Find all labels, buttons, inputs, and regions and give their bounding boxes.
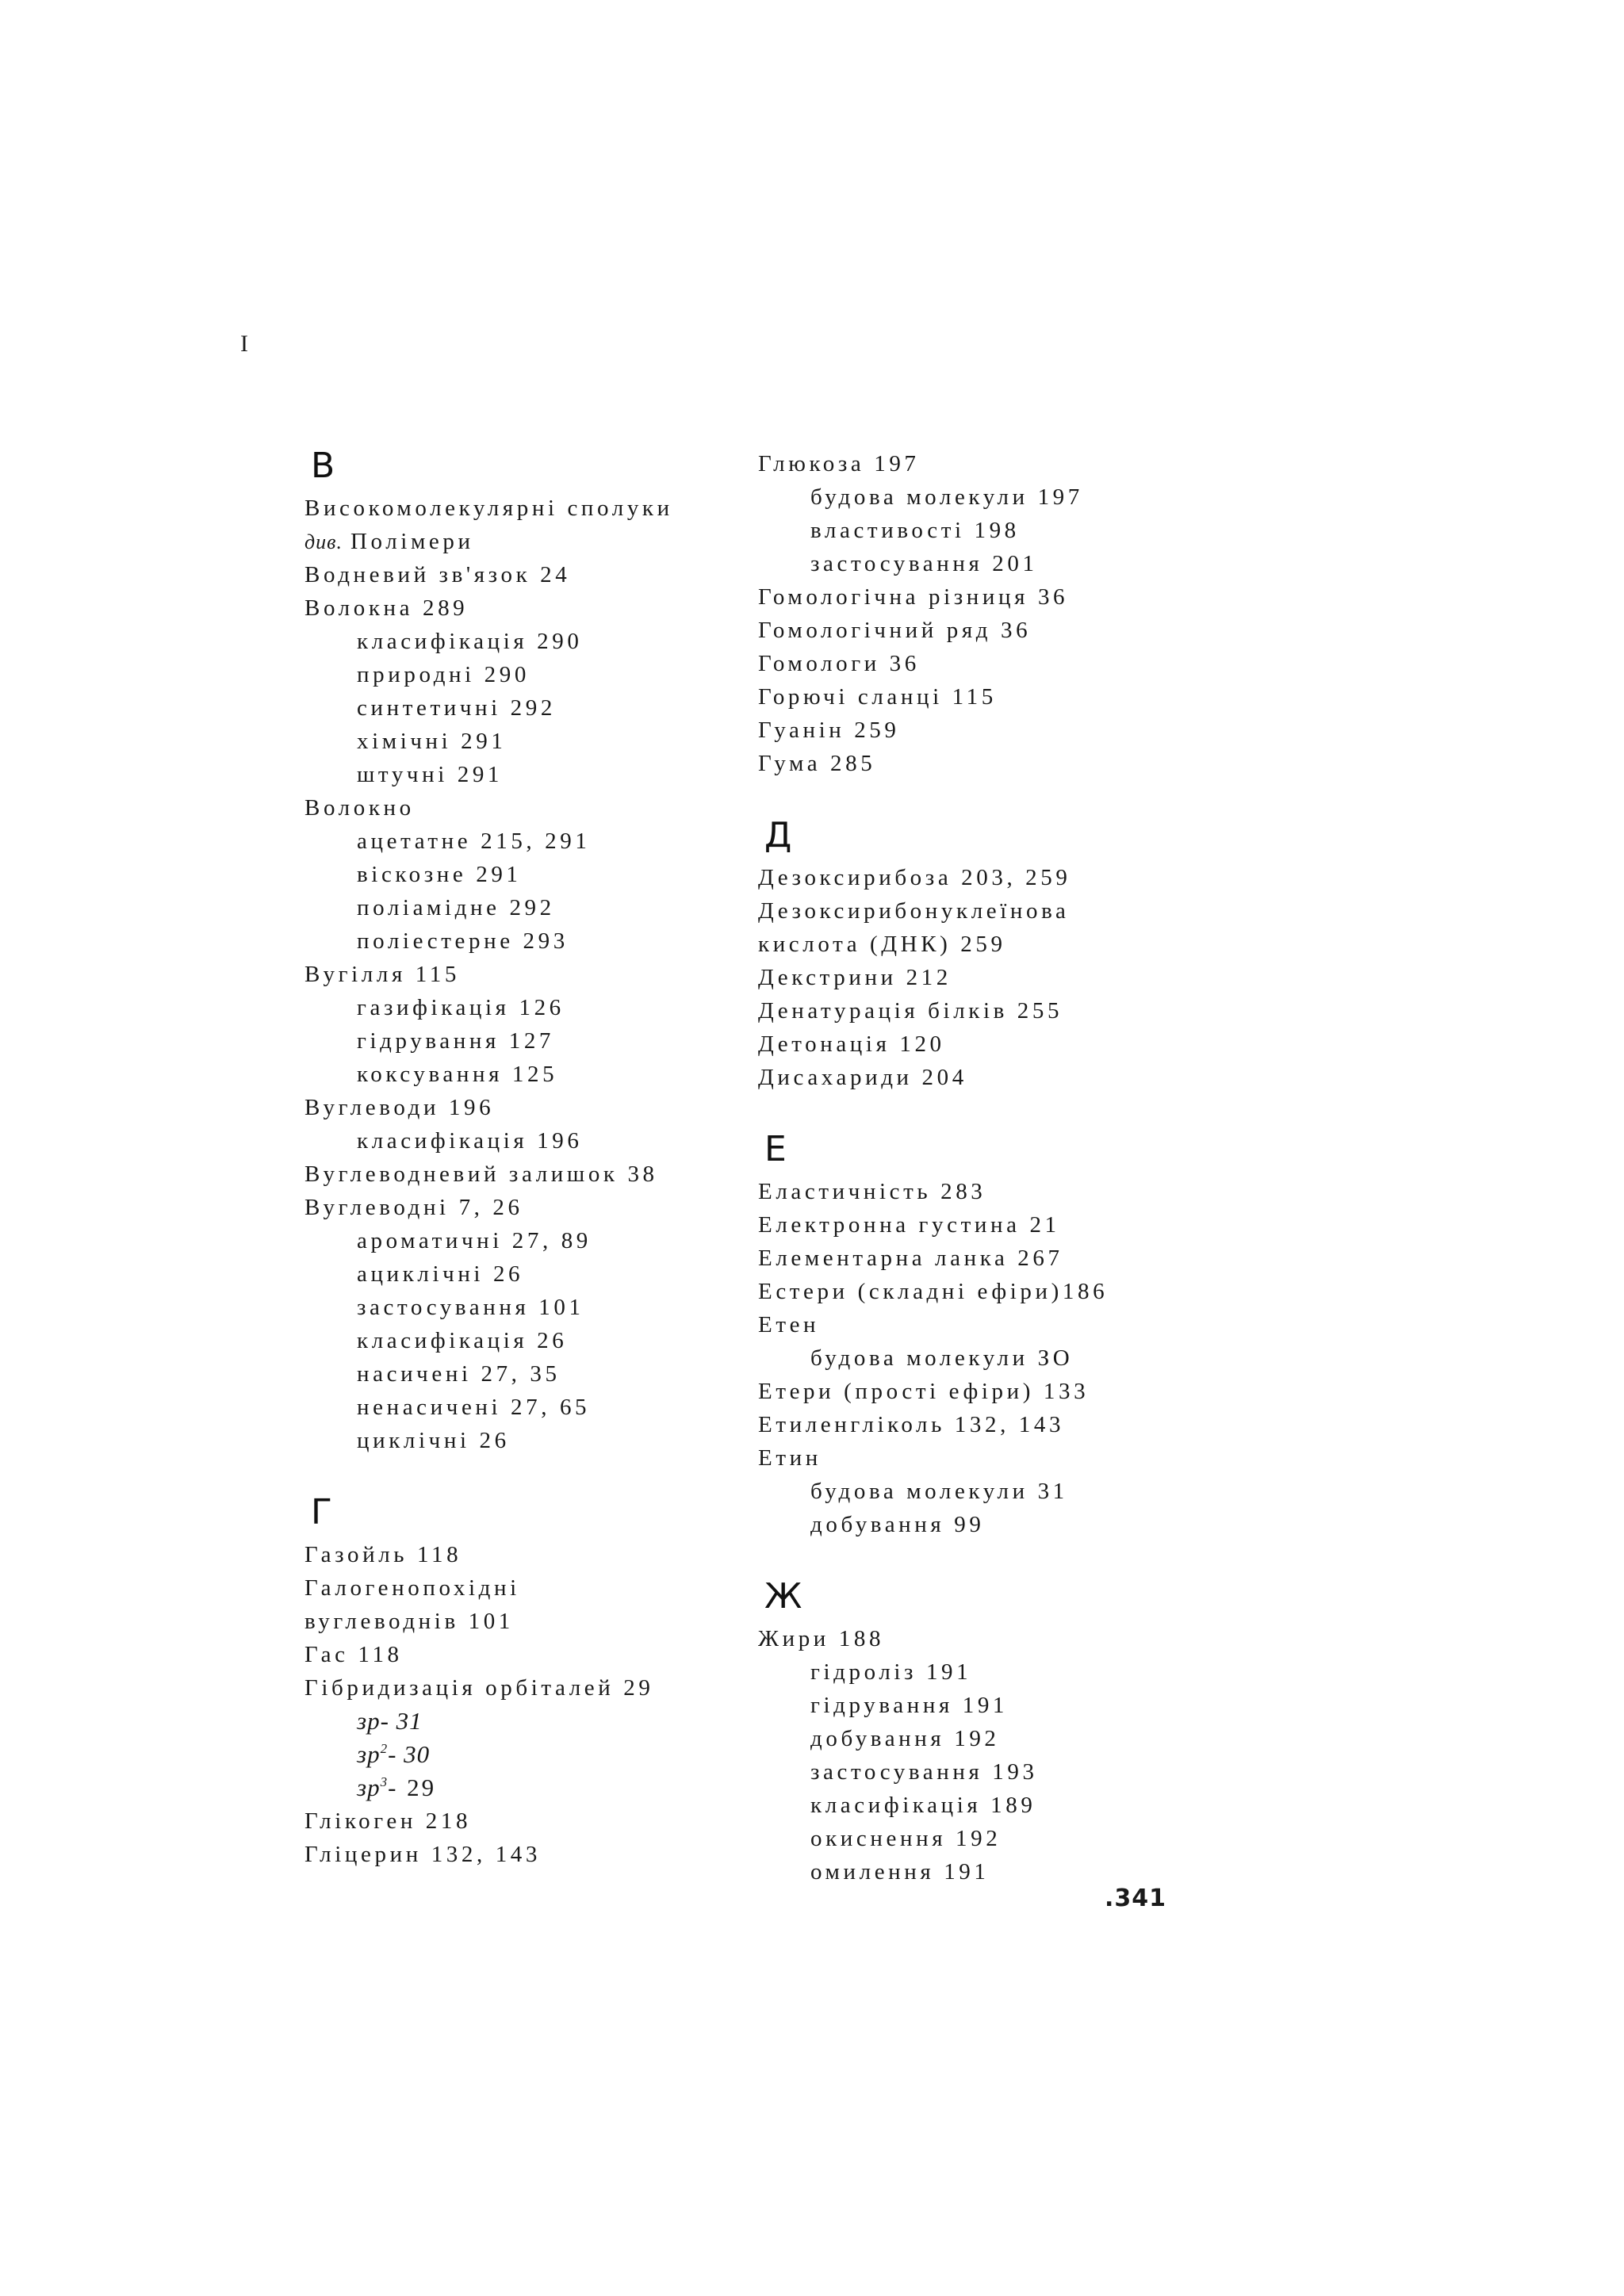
- entry-text: Дезоксирибоза 203, 259: [758, 865, 1071, 890]
- index-section: [304, 1490, 749, 1871]
- entry-text: Вуглеводні 7, 26: [304, 1195, 523, 1220]
- entry-text: віскозне 291: [357, 862, 522, 887]
- index-entry: [304, 558, 749, 591]
- entry-text: Елементарна ланка 267: [758, 1246, 1063, 1271]
- entry-text: Жири 188: [758, 1626, 885, 1651]
- entry-text: Гліцерин 132, 143: [304, 1842, 541, 1867]
- index-entry: [758, 1061, 1202, 1094]
- entry-text: Волокна 289: [304, 595, 469, 621]
- entry-text: застосування 193: [810, 1759, 1038, 1785]
- entry-text: гідрування 191: [810, 1693, 1009, 1718]
- index-entry: [304, 1091, 749, 1124]
- index-entry: [758, 1275, 1202, 1308]
- index-section: [758, 1127, 1202, 1541]
- index-subentry: [758, 1508, 1202, 1541]
- index-subentry: [304, 1124, 749, 1158]
- index-entry: [304, 1638, 749, 1671]
- index-subentry: [758, 547, 1202, 580]
- entry-text: Дисахариди 204: [758, 1065, 967, 1090]
- formula-superscript: 2: [380, 1741, 389, 1756]
- entry-text: добування 192: [810, 1726, 1000, 1751]
- entry-text: насичені 27, 35: [357, 1361, 561, 1387]
- index-entry: [758, 928, 1202, 961]
- index-entry: [304, 492, 749, 525]
- index-subentry: [758, 1755, 1202, 1789]
- entry-text: класифікація 196: [357, 1128, 583, 1154]
- index-entry: [304, 1571, 749, 1605]
- index-subentry: [758, 514, 1202, 547]
- index-entry: [758, 1408, 1202, 1441]
- entry-text: Гомологічний ряд 36: [758, 618, 1032, 643]
- entry-text: Етери (прості ефіри) 133: [758, 1379, 1090, 1404]
- index-entry: [758, 447, 1202, 480]
- entry-text: Вугілля 115: [304, 962, 460, 987]
- entry-text: застосування 201: [810, 551, 1038, 576]
- index-entry: [304, 1671, 749, 1705]
- entry-text: Волокно: [304, 795, 415, 821]
- entry-text: Естери (складні ефіри)186: [758, 1279, 1109, 1304]
- section-letter: Г: [311, 1492, 332, 1533]
- entry-text: Вуглеводневий залишок 38: [304, 1161, 658, 1187]
- formula-page-ref: - 31: [380, 1707, 423, 1735]
- entry-text: газифікація 126: [357, 995, 565, 1020]
- index-entry: [758, 1208, 1202, 1242]
- index-subentry: [304, 858, 749, 891]
- index-entry: [758, 1027, 1202, 1061]
- entry-text: Детонація 120: [758, 1031, 945, 1057]
- index-entry: [758, 1175, 1202, 1208]
- section-letter: Д: [764, 815, 792, 855]
- entry-text: Декстрини 212: [758, 965, 952, 990]
- formula-base: зр: [357, 1774, 381, 1801]
- entry-text: синтетичні 292: [357, 695, 556, 721]
- index-subentry: [304, 1705, 749, 1738]
- entry-text: штучні 291: [357, 762, 504, 787]
- index-entry: [304, 1191, 749, 1224]
- index-entry: [758, 894, 1202, 928]
- index-subentry: [758, 1341, 1202, 1375]
- orbital-formula: [357, 1707, 423, 1735]
- index-entry: [758, 647, 1202, 680]
- entry-text: будова молекули 31: [810, 1479, 1068, 1504]
- entry-text: Гомологічна різниця 36: [758, 584, 1069, 610]
- index-subentry: [304, 1771, 749, 1804]
- entry-text: ацетатне 215, 291: [357, 828, 591, 854]
- index-subentry: [304, 1391, 749, 1424]
- index-section: [758, 1575, 1202, 1888]
- formula-page-ref: - 29: [388, 1774, 437, 1801]
- index-subentry: [304, 625, 749, 658]
- entry-text: циклічні 26: [357, 1428, 510, 1453]
- entry-text: поліестерне 293: [357, 928, 569, 954]
- entry-text: природні 290: [357, 662, 530, 687]
- index-section: [304, 444, 749, 1457]
- index-subentry: [758, 1722, 1202, 1755]
- index-entry: [758, 1375, 1202, 1408]
- page-mark: I: [240, 331, 248, 357]
- entry-text: Гуанін 259: [758, 718, 900, 743]
- entry-text: омилення 191: [810, 1859, 990, 1885]
- index-section: [758, 447, 1202, 780]
- entry-text: Полімери: [350, 529, 474, 554]
- entry-text: властивості 198: [810, 518, 1020, 543]
- entry-text: будова молекули 197: [810, 484, 1083, 510]
- section-letter: Е: [764, 1129, 787, 1169]
- entry-text: Дезоксирибонуклеїнова: [758, 898, 1070, 924]
- index-subentry: [758, 1655, 1202, 1689]
- index-entry: [758, 861, 1202, 894]
- index-subentry: [304, 1257, 749, 1291]
- index-entry: [758, 614, 1202, 647]
- index-entry: [304, 1605, 749, 1638]
- formula-base: зр: [357, 1707, 381, 1735]
- entry-text: поліамідне 292: [357, 895, 555, 920]
- index-subentry: [304, 1357, 749, 1391]
- index-subentry: [304, 825, 749, 858]
- entry-text: Глікоген 218: [304, 1808, 472, 1834]
- index-subentry: [304, 1224, 749, 1257]
- index-entry: [304, 1838, 749, 1871]
- index-entry: [758, 747, 1202, 780]
- index-subentry: [304, 924, 749, 958]
- index-entry: [758, 1441, 1202, 1475]
- section-letter: Ж: [764, 1576, 802, 1617]
- index-subentry: [758, 1822, 1202, 1855]
- index-subentry: [304, 891, 749, 924]
- index-entry: [304, 1538, 749, 1571]
- entry-text: коксування 125: [357, 1062, 558, 1087]
- index-subentry: [304, 991, 749, 1024]
- index-subentry: [304, 758, 749, 791]
- formula-base: зр: [357, 1740, 381, 1768]
- section-letter: В: [311, 446, 335, 486]
- index-subentry: [758, 480, 1202, 514]
- index-entry: [304, 525, 749, 558]
- index-subentry: [304, 1024, 749, 1058]
- entry-text: Етиленгліколь 132, 143: [758, 1412, 1065, 1437]
- entry-text: ароматичні 27, 89: [357, 1228, 592, 1253]
- entry-text: хімічні 291: [357, 729, 507, 754]
- entry-text: Високомолекулярні сполуки: [304, 496, 673, 521]
- entry-text: гідрування 127: [357, 1028, 555, 1054]
- orbital-formula: [357, 1774, 436, 1801]
- index-subentry: [304, 1424, 749, 1457]
- entry-text: добування 99: [810, 1512, 985, 1537]
- formula-superscript: 3: [380, 1774, 389, 1789]
- entry-text: Гас 118: [304, 1642, 403, 1667]
- index-subentry: [304, 1058, 749, 1091]
- index-subentry: [304, 1738, 749, 1771]
- index-subentry: [758, 1789, 1202, 1822]
- entry-text: ненасичені 27, 65: [357, 1395, 591, 1420]
- index-entry: [304, 1804, 749, 1838]
- entry-text: гідроліз 191: [810, 1659, 972, 1685]
- index-entry: [758, 580, 1202, 614]
- index-subentry: [304, 1291, 749, 1324]
- index-subentry: [304, 658, 749, 691]
- entry-text: Етен: [758, 1312, 820, 1337]
- entry-text: Денатурація білків 255: [758, 998, 1063, 1024]
- index-entry: [758, 714, 1202, 747]
- entry-text: ациклічні 26: [357, 1261, 524, 1287]
- index-column-right: [758, 447, 1202, 1888]
- entry-text: Глюкоза 197: [758, 451, 920, 476]
- entry-text: вуглеводнів 101: [304, 1609, 514, 1634]
- index-entry: [758, 1622, 1202, 1655]
- entry-text: будова молекули ЗО: [810, 1345, 1074, 1371]
- index-subentry: [304, 691, 749, 725]
- index-subentry: [758, 1475, 1202, 1508]
- entry-text: окиснення 192: [810, 1826, 1002, 1851]
- entry-text: Гібридизація орбіталей 29: [304, 1675, 654, 1701]
- orbital-formula: [357, 1740, 430, 1768]
- entry-text: застосування 101: [357, 1295, 584, 1320]
- index-entry: [758, 994, 1202, 1027]
- index-entry: [304, 791, 749, 825]
- entry-text: Гомологи 36: [758, 651, 920, 676]
- index-entry: [304, 591, 749, 625]
- index-subentry: [304, 725, 749, 758]
- page-number: .341: [1105, 1885, 1167, 1912]
- entry-text: Вуглеводи 196: [304, 1095, 495, 1120]
- index-subentry: [758, 1689, 1202, 1722]
- entry-text: Галогенопохідні: [304, 1575, 520, 1601]
- index-entry: [758, 1242, 1202, 1275]
- index-entry: [304, 958, 749, 991]
- entry-text: Водневий зв'язок 24: [304, 562, 571, 587]
- entry-text: класифікація 26: [357, 1328, 568, 1353]
- index-column-left: [304, 444, 749, 1871]
- cross-reference-label: див.: [304, 530, 343, 553]
- entry-text: кислота (ДНК) 259: [758, 932, 1006, 957]
- entry-text: Гума 285: [758, 751, 876, 776]
- index-entry: [758, 961, 1202, 994]
- entry-text: Еластичність 283: [758, 1179, 986, 1204]
- entry-text: класифікація 290: [357, 629, 583, 654]
- index-entry: [758, 680, 1202, 714]
- index-entry: [304, 1158, 749, 1191]
- entry-text: Електронна густина 21: [758, 1212, 1060, 1238]
- index-section: [758, 813, 1202, 1094]
- entry-text: класифікація 189: [810, 1793, 1036, 1818]
- index-entry: [758, 1308, 1202, 1341]
- entry-text: Етин: [758, 1445, 822, 1471]
- index-subentry: [304, 1324, 749, 1357]
- entry-text: Горючі сланці 115: [758, 684, 997, 710]
- formula-page-ref: - 30: [388, 1740, 431, 1768]
- entry-text: Газойль 118: [304, 1542, 462, 1567]
